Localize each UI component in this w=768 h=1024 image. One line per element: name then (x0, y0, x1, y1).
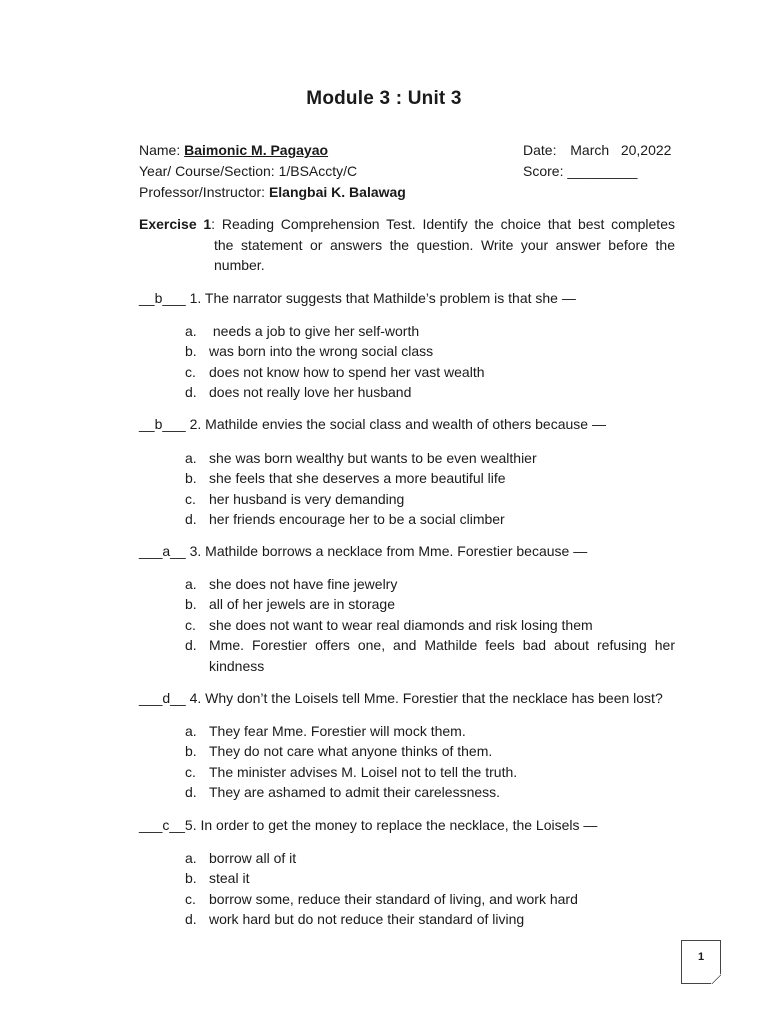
question-2: __b___ 2. Mathilde envies the social class and wealth of others because — (139, 416, 606, 432)
choice (185, 321, 675, 341)
choice-text: her friends encourage her to be a social climber (209, 511, 505, 528)
choice-text: They are ashamed to admit their carelessness. (209, 784, 501, 801)
choice-letter: c. (185, 490, 196, 507)
choice-text: she does not want to wear real diamonds and risk losing them (209, 616, 593, 633)
page-number: 1 (697, 951, 705, 963)
choice (185, 615, 675, 635)
choice-letter: b. (185, 870, 197, 887)
choice (185, 448, 675, 468)
choice-letter: b. (185, 343, 197, 360)
choice-letter: d. (185, 637, 197, 654)
choice (185, 741, 675, 761)
question-3: ___a__ 3. Mathilde borrows a necklace from Mme. Forestier because — (139, 543, 588, 559)
choice-letter: a. (185, 576, 197, 592)
choice-letter: c. (185, 890, 196, 907)
choice-letter: d. (185, 784, 197, 801)
year-course-section: Year/ Course/Section: 1/BSAccty/C (139, 163, 358, 179)
choice-text: she feels that she deserves a more beautiful life (209, 470, 506, 487)
choice-text: was born into the wrong social class (209, 343, 434, 360)
date-label: Date: (523, 142, 557, 158)
name-label: Name: (139, 142, 185, 158)
choice (185, 782, 675, 802)
score-blank: _________ (567, 163, 638, 179)
choice-text: steal it (209, 870, 250, 887)
score-line (523, 161, 637, 181)
exercise-first-line: : Reading Comprehension Test. Identify the choice that best completes (211, 216, 675, 232)
choice-text: all of her jewels are in storage (209, 596, 395, 613)
choice-letter: b. (185, 596, 197, 613)
choice (185, 635, 675, 676)
exercise-continuation: the statement or answers the question. Write your answer before the number. (214, 236, 675, 273)
choice (185, 468, 675, 488)
choice-letter: d. (185, 384, 197, 401)
choice-letter: c. (185, 363, 196, 380)
choice (185, 762, 675, 782)
choice-text: does not know how to spend her vast wealth (209, 363, 485, 380)
choices-2 (185, 448, 675, 530)
choice (185, 909, 675, 929)
choices-4 (185, 721, 675, 803)
question-5: ___c__5. In order to get the money to replace the necklace, the Loisels — (139, 817, 598, 833)
professor-label: Professor/Instructor: (139, 184, 269, 200)
choices-5 (185, 848, 675, 930)
choice-text: Mme. Forestier offers one, and Mathilde feels bad about refusing her kindness (209, 637, 675, 674)
choice-text: borrow some, reduce their standard of living, and work hard (209, 890, 578, 907)
choice-letter: c. (185, 763, 196, 780)
choice-letter: a. (185, 450, 197, 466)
choices-3 (185, 574, 675, 676)
student-name: Baimonic M. Pagayao (184, 142, 329, 158)
choice-letter: b. (185, 470, 197, 487)
choice (185, 362, 675, 382)
page-number-box (681, 940, 721, 984)
choice-text: They do not care what anyone thinks of them. (209, 743, 493, 760)
choice-letter: a. (185, 323, 197, 339)
choice-text: The minister advises M. Loisel not to tell the truth. (209, 763, 518, 780)
choice-letter: c. (185, 616, 196, 633)
choice-text: she was born wealthy but wants to be even wealthier (209, 450, 537, 466)
choice (185, 509, 675, 529)
choice (185, 594, 675, 614)
page-title: Module 3 : Unit 3 (306, 88, 462, 109)
question-4: ___d__ 4. Why don’t the Loisels tell Mme. Forestier that the necklace has been lost? (139, 690, 663, 706)
question-1: __b___ 1. The narrator suggests that Mathilde’s problem is that she — (139, 290, 576, 306)
score-label: Score: (523, 163, 568, 179)
choice-text: They fear Mme. Forestier will mock them. (209, 723, 466, 739)
choice-letter: a. (185, 850, 197, 866)
choice-text: borrow all of it (209, 850, 297, 866)
choice (185, 489, 675, 509)
choice-text: work hard but do not reduce their standard of living (209, 911, 525, 928)
exercise-label: Exercise 1 (139, 216, 212, 232)
name-line (139, 140, 328, 160)
choice (185, 848, 675, 868)
choice (185, 721, 675, 741)
choice-text: her husband is very demanding (209, 490, 405, 507)
exercise-instructions (139, 214, 675, 276)
choice (185, 341, 675, 361)
choice-letter: b. (185, 743, 197, 760)
professor-name: Elangbai K. Balawag (268, 184, 406, 200)
choice (185, 889, 675, 909)
choices-1 (185, 321, 675, 403)
professor-line (139, 182, 406, 202)
choice (185, 574, 675, 594)
choice-letter: d. (185, 911, 197, 928)
choice-letter: d. (185, 511, 197, 528)
date-line (523, 140, 671, 160)
choice-letter: a. (185, 723, 197, 739)
choice-text: does not really love her husband (209, 384, 412, 401)
choice (185, 868, 675, 888)
choice-text: needs a job to give her self-worth (209, 323, 420, 339)
choice (185, 382, 675, 402)
choice-text: she does not have fine jewelry (209, 576, 398, 592)
date-value: March 20,2022 (570, 142, 672, 158)
